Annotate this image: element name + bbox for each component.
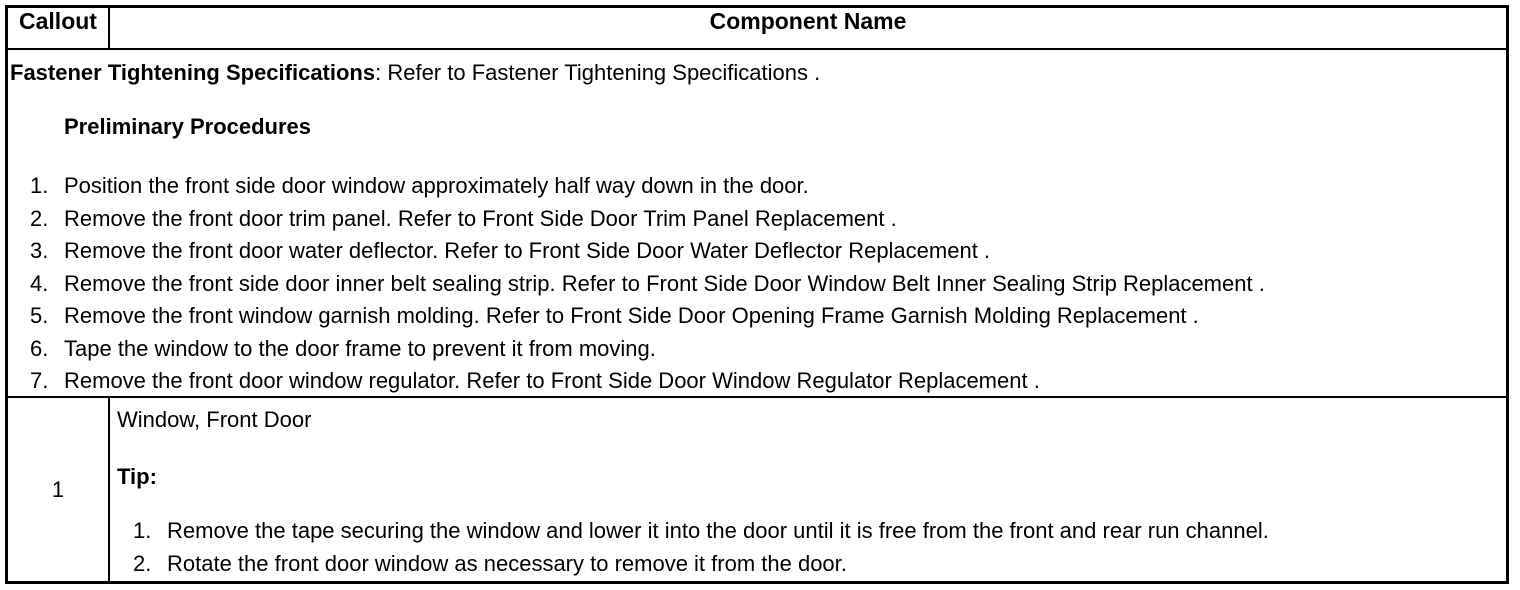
callout-number: 1	[8, 397, 109, 581]
step-number: 1.	[30, 173, 49, 198]
preliminary-steps-list	[8, 170, 1265, 398]
preliminary-row	[8, 49, 1506, 397]
preliminary-step	[8, 333, 1265, 366]
tip-label: Tip:	[117, 464, 157, 489]
tip-step	[110, 547, 1269, 580]
step-number: 7.	[30, 368, 49, 393]
procedure-table-frame	[5, 5, 1509, 584]
preliminary-step	[8, 268, 1265, 301]
step-text: Remove the tape securing the window and lower it into the door until it is free from the front and rear run channel.	[167, 518, 1269, 543]
step-number: 5.	[30, 303, 49, 328]
callout-header: Callout	[8, 8, 109, 49]
component-row	[8, 397, 1506, 581]
fastener-spec-label: Fastener Tightening Specifications	[10, 60, 376, 85]
step-number: 6.	[30, 335, 49, 361]
step-text: Remove the front window garnish molding. Refer to Front Side Door Opening Frame Garnish Molding Replacement .	[64, 303, 1199, 328]
component-cell	[109, 397, 1506, 581]
component-name-header: Component Name	[109, 8, 1506, 49]
step-text: Rotate the front door window as necessary to remove it from the door.	[167, 551, 847, 576]
fastener-spec-text: : Refer to Fastener Tightening Specifications .	[375, 60, 821, 85]
preliminary-step	[8, 235, 1265, 268]
component-name: Window, Front Door	[117, 407, 312, 432]
step-text: Remove the front door trim panel. Refer to Front Side Door Trim Panel Replacement .	[64, 205, 897, 231]
preliminary-procedures-title: Preliminary Procedures	[64, 114, 312, 139]
preliminary-cell	[8, 49, 1506, 397]
step-text: Remove the front door window regulator. Refer to Front Side Door Window Regulator Replacement .	[64, 368, 1040, 393]
step-number: 3.	[30, 238, 49, 263]
preliminary-step	[8, 203, 1265, 236]
fastener-spec-line	[10, 60, 820, 86]
tip-step	[110, 514, 1269, 547]
step-number: 2.	[133, 551, 152, 576]
step-number: 4.	[30, 270, 49, 296]
tip-steps-list	[110, 514, 1269, 580]
step-number: 2.	[30, 205, 49, 231]
step-text: Tape the window to the door frame to prevent it from moving.	[64, 335, 656, 361]
table-header-row	[8, 8, 1506, 49]
preliminary-step	[8, 170, 1265, 203]
step-number: 1.	[133, 518, 152, 543]
step-text: Position the front side door window approximately half way down in the door.	[64, 173, 809, 198]
step-text: Remove the front side door inner belt sealing strip. Refer to Front Side Door Window Belt Inner Sealing Strip Replacement .	[64, 270, 1265, 296]
preliminary-step	[8, 365, 1265, 398]
procedure-table	[8, 8, 1506, 581]
step-text: Remove the front door water deflector. Refer to Front Side Door Water Deflector Replacement .	[64, 238, 991, 263]
preliminary-step	[8, 300, 1265, 333]
